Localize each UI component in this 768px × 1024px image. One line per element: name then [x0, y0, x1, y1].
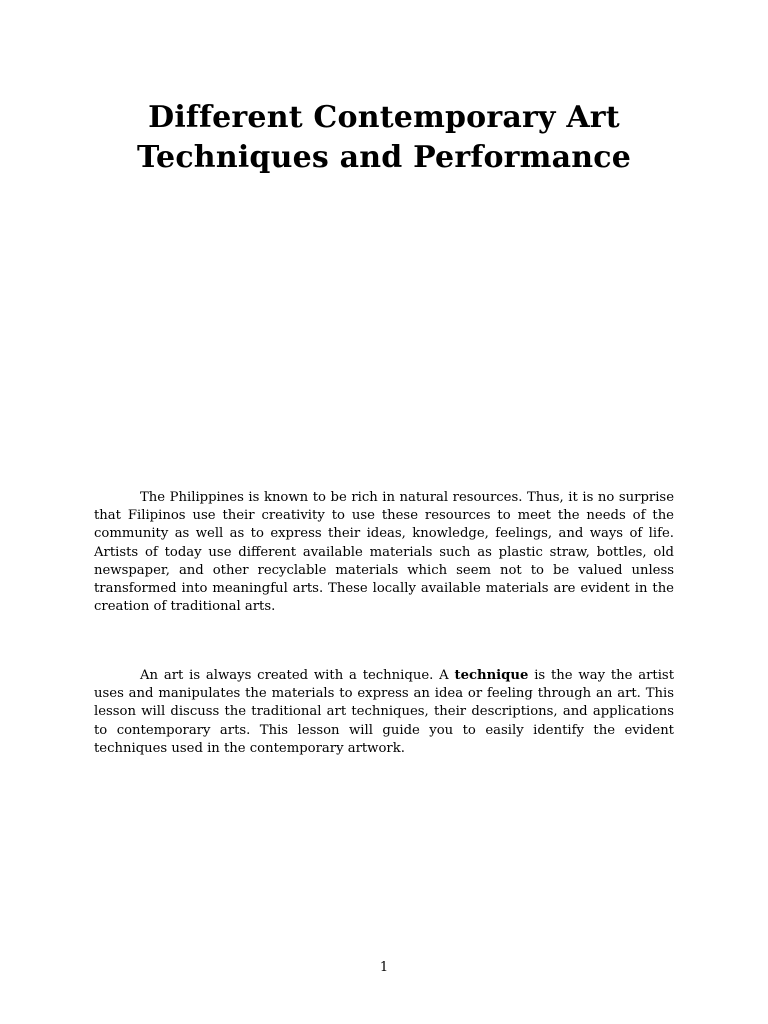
technique-paragraph-text-start: An art is always created with a technique. A	[140, 668, 455, 683]
page-number: 1	[379, 960, 389, 975]
technique-term: technique	[454, 668, 529, 683]
technique-paragraph-text-end: is the way the artist uses and manipulates the materials to express an idea or feeling through an art. This lesson will discuss the traditional art techniques, their descriptions, and applications to contemporary arts. This lesson will guide you to easily identify the evident techniques used in the contemporary artwork.	[94, 668, 675, 756]
intro-paragraph: The Philippines is known to be rich in natural resources. Thus, it is no surprise that Filipinos use their creativity to use these resources to meet the needs of the community as well as to express their ideas, knowledge, feelings, and ways of life. Artists of today use different available materials such as plastic straw, bottles, old newspaper, and other recyclable materials which seem not to be valued unless transformed into meaningful arts. These locally available materials are evident in the creation of traditional arts.	[94, 490, 674, 615]
title-line-2: Techniques and Performance	[136, 140, 632, 175]
title-line-1: Different Contemporary Art	[148, 100, 620, 135]
document-title	[0, 98, 768, 178]
technique-paragraph	[94, 667, 674, 758]
